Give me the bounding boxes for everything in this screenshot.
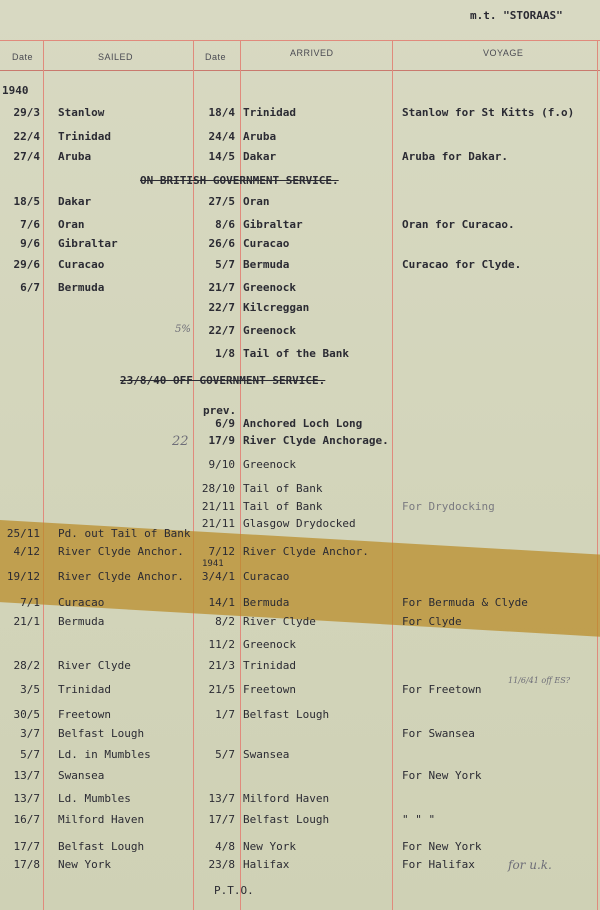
arrived-port: Freetown: [243, 683, 296, 696]
sailed-port: Swansea: [58, 769, 105, 782]
arrived-date: 21/11: [201, 517, 235, 530]
arrived-port: Aruba: [243, 130, 277, 143]
sailed-date: 17/7: [13, 840, 40, 853]
arrived-date: 5/7: [215, 748, 235, 761]
sailed-date: 21/1: [13, 615, 40, 628]
arrived-port: River Clyde Anchor.: [243, 545, 369, 558]
arrived-port: Greenock: [243, 324, 296, 337]
sailed-port: Stanlow: [58, 106, 105, 119]
arrived-port: River Clyde: [243, 615, 316, 628]
arrived-date: 7/12: [208, 545, 235, 558]
header-arrived: ARRIVED: [290, 48, 334, 58]
sailed-port: Ld. Mumbles: [58, 792, 131, 805]
arrived-port: Greenock: [243, 281, 296, 294]
government-service-note: ON BRITISH GOVERNMENT SERVICE.: [140, 174, 339, 187]
voyage-note: Oran for Curacao.: [402, 218, 515, 231]
off-government-service-note: 23/8/40 OFF GOVERNMENT SERVICE.: [120, 374, 326, 387]
voyage-note: For New York: [402, 769, 482, 782]
sailed-date: 13/7: [13, 792, 40, 805]
sailed-date: 22/4: [13, 130, 40, 143]
arrived-date: 17/9: [208, 434, 235, 447]
arrived-date: 3/4/1: [201, 570, 235, 583]
sailed-port: Pd. out Tail of Bank: [58, 527, 191, 540]
header-date-sailed: Date: [12, 52, 34, 62]
voyage-note: " " ": [402, 813, 436, 826]
header-sailed: SAILED: [98, 52, 134, 62]
column-rule: [43, 40, 44, 910]
sailed-port: Oran: [58, 218, 85, 231]
arrived-date: 22/7: [208, 324, 235, 337]
arrived-date: 24/4: [208, 130, 235, 143]
sailed-port: River Clyde Anchor.: [58, 570, 184, 583]
voyage-note: For Swansea: [402, 727, 475, 740]
arrived-date: 27/5: [208, 195, 235, 208]
sailed-port: Trinidad: [58, 130, 111, 143]
sailed-port: River Clyde Anchor.: [58, 545, 184, 558]
sailed-date: 7/1: [20, 596, 40, 609]
arrived-date: 21/7: [208, 281, 235, 294]
arrived-date: 18/4: [208, 106, 235, 119]
arrived-port: Halifax: [243, 858, 290, 871]
voyage-note: Curacao for Clyde.: [402, 258, 522, 271]
arrived-date: 13/7: [208, 792, 235, 805]
arrived-date: 26/6: [208, 237, 235, 250]
arrived-port: Dakar: [243, 150, 277, 163]
sailed-date: 13/7: [13, 769, 40, 782]
arrived-port: Greenock: [243, 458, 296, 471]
arrived-port: Milford Haven: [243, 792, 330, 805]
arrived-port: New York: [243, 840, 296, 853]
sailed-date: 29/3: [13, 106, 40, 119]
header-top-rule: [0, 40, 600, 41]
arrived-port: Kilcreggan: [243, 301, 310, 314]
voyage-note: Aruba for Dakar.: [402, 150, 508, 163]
sailed-date: 6/7: [20, 281, 40, 294]
voyage-note: Stanlow for St Kitts (f.o): [402, 106, 575, 119]
sailed-port: Freetown: [58, 708, 111, 721]
arrived-port: Tail of the Bank: [243, 347, 349, 360]
voyage-note: For Clyde: [402, 615, 462, 628]
year-1941-label: 1941: [202, 559, 224, 569]
arrived-port: Tail of Bank: [243, 500, 323, 513]
sailed-port: New York: [58, 858, 111, 871]
arrived-date: 8/2: [215, 615, 235, 628]
arrived-date: 1/8: [215, 347, 235, 360]
arrived-date: 9/10: [208, 458, 235, 471]
sailed-date: 3/7: [20, 727, 40, 740]
margin-pencil-note: 22: [172, 434, 189, 449]
arrived-date: 8/6: [215, 218, 235, 231]
column-rule: [392, 40, 393, 910]
arrived-port: River Clyde Anchorage.: [243, 434, 389, 447]
column-rule: [193, 40, 194, 910]
year-label: 1940: [2, 84, 29, 97]
sailed-date: 3/5: [20, 683, 40, 696]
sailed-date: 16/7: [13, 813, 40, 826]
header-date-arrived: Date: [205, 52, 227, 62]
arrived-port: Greenock: [243, 638, 296, 651]
arrived-date: 6/9: [215, 417, 235, 430]
sailed-date: 19/12: [6, 570, 40, 583]
arrived-date: 17/7: [208, 813, 235, 826]
sailed-port: Curacao: [58, 596, 105, 609]
arrived-date: 14/5: [208, 150, 235, 163]
voyage-note: For Halifax: [402, 858, 475, 871]
margin-pencil-note-2: 5%: [175, 324, 191, 335]
sailed-port: Bermuda: [58, 615, 105, 628]
arrived-port: Trinidad: [243, 659, 296, 672]
sailed-port: Milford Haven: [58, 813, 145, 826]
arrived-port: Trinidad: [243, 106, 296, 119]
sailed-port: Aruba: [58, 150, 92, 163]
sailed-date: 28/2: [13, 659, 40, 672]
arrived-port: Belfast Lough: [243, 813, 330, 826]
pencil-date-note: 11/6/41 off ES?: [508, 676, 571, 685]
sailed-port: Dakar: [58, 195, 92, 208]
arrived-port: Tail of Bank: [243, 482, 323, 495]
sailed-date: 18/5: [13, 195, 40, 208]
header-voyage: VOYAGE: [483, 48, 524, 58]
voyage-note: For Drydocking: [402, 500, 495, 513]
arrived-date: 23/8: [208, 858, 235, 871]
arrived-port: Anchored Loch Long: [243, 417, 363, 430]
column-rule: [597, 40, 598, 910]
sailed-date: 25/11: [6, 527, 40, 540]
sailed-date: 7/6: [20, 218, 40, 231]
sailed-port: Trinidad: [58, 683, 111, 696]
arrived-date: 28/10: [201, 482, 235, 495]
arrived-port: Belfast Lough: [243, 708, 330, 721]
arrived-port: Swansea: [243, 748, 290, 761]
column-rule: [240, 40, 241, 910]
sailed-port: Bermuda: [58, 281, 105, 294]
header-bottom-rule: [0, 70, 600, 71]
arrived-port: Glasgow Drydocked: [243, 517, 356, 530]
sailed-date: 17/8: [13, 858, 40, 871]
sailed-port: Belfast Lough: [58, 727, 145, 740]
arrived-date: 11/2: [208, 638, 235, 651]
prev-note: prev.: [203, 404, 237, 417]
sailed-date: 30/5: [13, 708, 40, 721]
sailed-date: 27/4: [13, 150, 40, 163]
arrived-date: 4/8: [215, 840, 235, 853]
sailed-date: 4/12: [13, 545, 40, 558]
sailed-port: River Clyde: [58, 659, 131, 672]
sailed-date: 5/7: [20, 748, 40, 761]
arrived-date: 21/3: [208, 659, 235, 672]
sailed-date: 29/6: [13, 258, 40, 271]
voyage-note: For Bermuda & Clyde: [402, 596, 528, 609]
sailed-port: Gibraltar: [58, 237, 118, 250]
pencil-halifax-note: for u.k.: [508, 858, 552, 872]
arrived-date: 21/5: [208, 683, 235, 696]
arrived-port: Oran: [243, 195, 270, 208]
sailed-port: Curacao: [58, 258, 105, 271]
arrived-date: 22/7: [208, 301, 235, 314]
arrived-port: Bermuda: [243, 258, 290, 271]
arrived-port: Bermuda: [243, 596, 290, 609]
arrived-port: Gibraltar: [243, 218, 303, 231]
arrived-port: Curacao: [243, 237, 290, 250]
sailed-date: 9/6: [20, 237, 40, 250]
ship-name: m.t. "STORAAS": [470, 9, 563, 22]
arrived-date: 5/7: [215, 258, 235, 271]
voyage-note: For Freetown: [402, 683, 482, 696]
voyage-note: For New York: [402, 840, 482, 853]
arrived-port: Curacao: [243, 570, 290, 583]
arrived-date: 21/11: [201, 500, 235, 513]
sailed-port: Ld. in Mumbles: [58, 748, 151, 761]
page-turn-note: P.T.O.: [214, 884, 254, 897]
arrived-date: 1/7: [215, 708, 235, 721]
sailed-port: Belfast Lough: [58, 840, 145, 853]
arrived-date: 14/1: [208, 596, 235, 609]
